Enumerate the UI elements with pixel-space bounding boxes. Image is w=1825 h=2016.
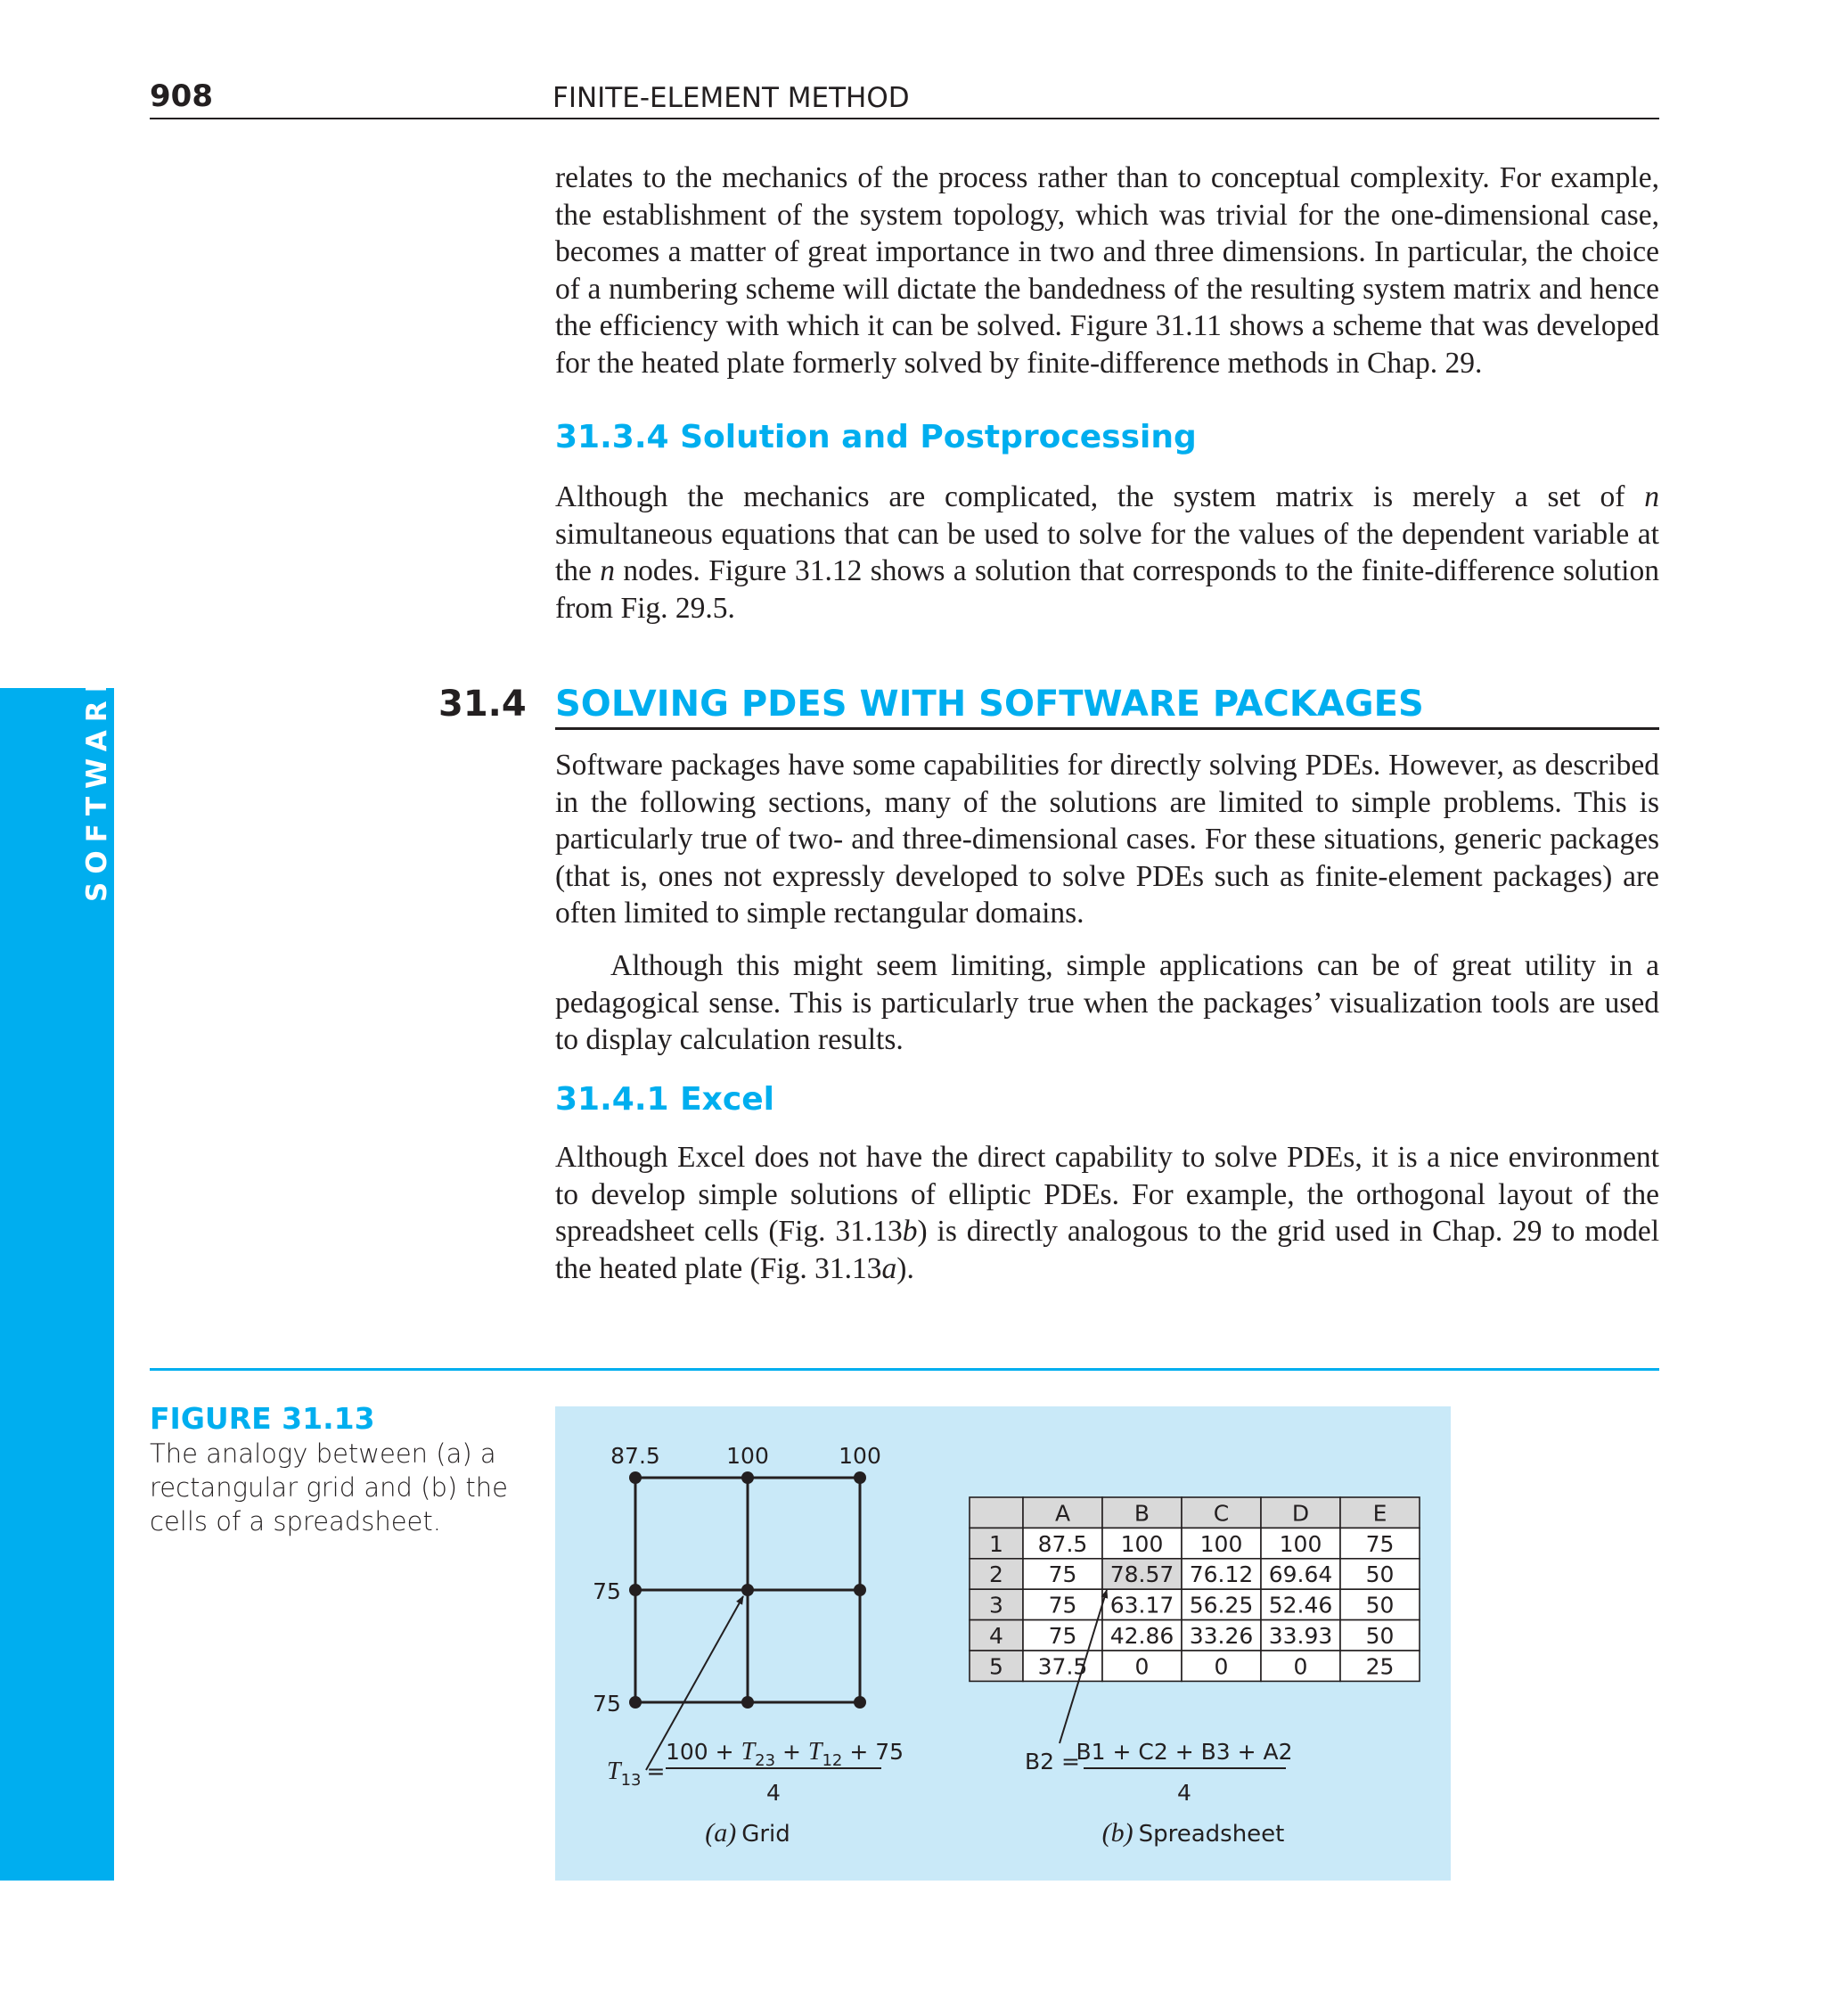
spreadsheet-cell-value: 75	[1048, 1623, 1077, 1649]
spreadsheet-cell-value: 100	[1120, 1530, 1164, 1557]
grid-diagram	[593, 1443, 904, 1848]
body-paragraph-5: Although Excel does not have the direct capability to solve PDEs, it is a nice environment to develop simple solutions of elliptic PDEs. For example, the orthogonal layout of the spreadsheet cells (Fig. 31.13b) is directly analogous to the grid used in Chap. 29 to model the heated plate (Fig. 31.13a).	[555, 1141, 1660, 1285]
running-header-title: FINITE-ELEMENT METHOD	[552, 82, 910, 114]
figure-caption: The analogy between (a) a rectangular grid and (b) the cells of a spreadsheet.	[150, 1438, 508, 1537]
spreadsheet-cells	[970, 1497, 1420, 1681]
spreadsheet-cell-value: 75	[1048, 1592, 1077, 1619]
body-paragraph-3: Software packages have some capabilities for directly solving PDEs. However, as described in the following sections, many of the solutions are limited to simple problems. This is particularly true of two- and three-dimensional cases. For these situations, generic packages (that is, ones not expressly developed to solve PDEs such as finite-element packages) are often limited to simple rectangular domains.	[555, 749, 1659, 930]
grid-left-label-1: 75	[593, 1578, 621, 1604]
spreadsheet-cell-value: 50	[1365, 1561, 1395, 1588]
spreadsheet-cell-value: 0	[1293, 1653, 1308, 1680]
grid-node	[854, 1696, 866, 1709]
spreadsheet	[970, 1497, 1420, 1848]
spreadsheet-cell-value: 100	[1279, 1530, 1322, 1557]
grid-node	[629, 1696, 642, 1709]
spreadsheet-cell-value: 69.64	[1268, 1561, 1333, 1588]
spreadsheet-row-header-label: 1	[989, 1530, 1003, 1557]
spreadsheet-cell-value: 78.57	[1109, 1561, 1174, 1588]
spreadsheet-cell-value: 75	[1365, 1530, 1395, 1557]
grid-formula-denominator: 4	[766, 1780, 781, 1806]
spreadsheet-column-header-label: A	[1054, 1500, 1071, 1527]
spreadsheet-formula-numerator: B1 + C2 + B3 + A2	[1076, 1739, 1293, 1765]
spreadsheet-formula-lhs: B2 =	[1025, 1749, 1080, 1774]
spreadsheet-cell-value: 0	[1214, 1653, 1229, 1680]
spreadsheet-cell-value: 37.5	[1037, 1653, 1088, 1680]
grid-left-label-2: 75	[593, 1691, 621, 1717]
spreadsheet-cell-value: 50	[1365, 1623, 1395, 1649]
spreadsheet-cell-value: 100	[1199, 1530, 1243, 1557]
spreadsheet-column-header-label: E	[1372, 1500, 1387, 1527]
spreadsheet-column-header-label: C	[1213, 1500, 1230, 1527]
header-rule	[150, 118, 1659, 119]
grid-top-label-2: 100	[726, 1443, 769, 1469]
grid-top-label-1: 87.5	[610, 1443, 660, 1469]
spreadsheet-cell-value: 87.5	[1037, 1530, 1088, 1557]
body-paragraph-2: Although the mechanics are complicated, the system matrix is merely a set of n simultaneous equations that can be used to solve for the values of the dependent variable at the n nodes. Figure 31.12 shows a solution that corresponds to the finite-difference solution from Fig. 29.5.	[555, 480, 1659, 625]
grid-node	[741, 1696, 754, 1709]
section-title: SOLVING PDES WITH SOFTWARE PACKAGES	[555, 684, 1424, 725]
body-paragraph-1: relates to the mechanics of the process rather than to conceptual complexity. For example, the establishment of the system topology, which was trivial for the one-dimensional case, becomes a matter of great importance in two and three dimensions. In particular, the choice of a numbering scheme will dictate the bandedness of the resulting system matrix and hence the efficiency with which it can be solved. Figure 31.11 shows a scheme that was developed for the heated plate formerly solved by finite-difference methods in Chap. 29.	[555, 161, 1659, 380]
figure-rule	[150, 1368, 1659, 1371]
spreadsheet-caption: (b) Spreadsheet	[1101, 1818, 1285, 1848]
spreadsheet-cell-value: 0	[1134, 1653, 1150, 1680]
section-number: 31.4	[438, 684, 527, 725]
grid-caption: (a) Grid	[705, 1818, 790, 1848]
grid-top-label-3: 100	[839, 1443, 881, 1469]
spreadsheet-column-header-label: B	[1133, 1500, 1150, 1527]
spreadsheet-cell-value: 52.46	[1268, 1592, 1333, 1619]
spreadsheet-row-header-label: 2	[989, 1561, 1003, 1588]
spreadsheet-formula-denominator: 4	[1177, 1780, 1191, 1806]
spreadsheet-cell-value: 42.86	[1109, 1623, 1174, 1649]
subsection-heading-excel: 31.4.1 Excel	[555, 1081, 774, 1118]
page-number: 908	[150, 78, 213, 114]
spreadsheet-corner-cell	[970, 1497, 1023, 1528]
spreadsheet-column-header-label: D	[1291, 1500, 1310, 1527]
spreadsheet-cell-value: 56.25	[1189, 1592, 1254, 1619]
grid-node	[741, 1471, 754, 1484]
spreadsheet-cell-value: 63.17	[1109, 1592, 1174, 1619]
spreadsheet-row-header-label: 3	[989, 1592, 1003, 1619]
grid-node	[629, 1584, 642, 1596]
grid-formula-numerator: $100 + T_{23} + T_{12} + 75$	[666, 1738, 904, 1770]
grid-node	[629, 1471, 642, 1484]
grid-node	[741, 1584, 754, 1596]
spreadsheet-cell-value: 33.26	[1189, 1623, 1254, 1649]
figure-label: FIGURE 31.13	[150, 1401, 375, 1436]
spreadsheet-cell-value: 33.93	[1268, 1623, 1333, 1649]
figure-illustration	[555, 1406, 1451, 1881]
spreadsheet-cell-value: 50	[1365, 1592, 1395, 1619]
subsection-heading-postprocessing: 31.3.4 Solution and Postprocessing	[555, 419, 1197, 455]
spreadsheet-cell-value: 75	[1048, 1561, 1077, 1588]
side-tab-label: SOFTWARE	[81, 666, 113, 902]
section-rule	[555, 727, 1659, 730]
body-paragraph-4: Although this might seem limiting, simple applications can be of great utility in a pedagogical sense. This is particularly true when the packages’ visualization tools are used to display calculation results.	[555, 949, 1659, 1057]
spreadsheet-row-header-label: 5	[989, 1653, 1003, 1680]
grid-node	[854, 1584, 866, 1596]
spreadsheet-cell-value: 25	[1365, 1653, 1395, 1680]
grid-formula-lhs: $T_{13}$ =	[607, 1758, 666, 1790]
grid-node	[854, 1471, 866, 1484]
spreadsheet-cell-value: 76.12	[1189, 1561, 1254, 1588]
spreadsheet-row-header-label: 4	[989, 1623, 1003, 1649]
